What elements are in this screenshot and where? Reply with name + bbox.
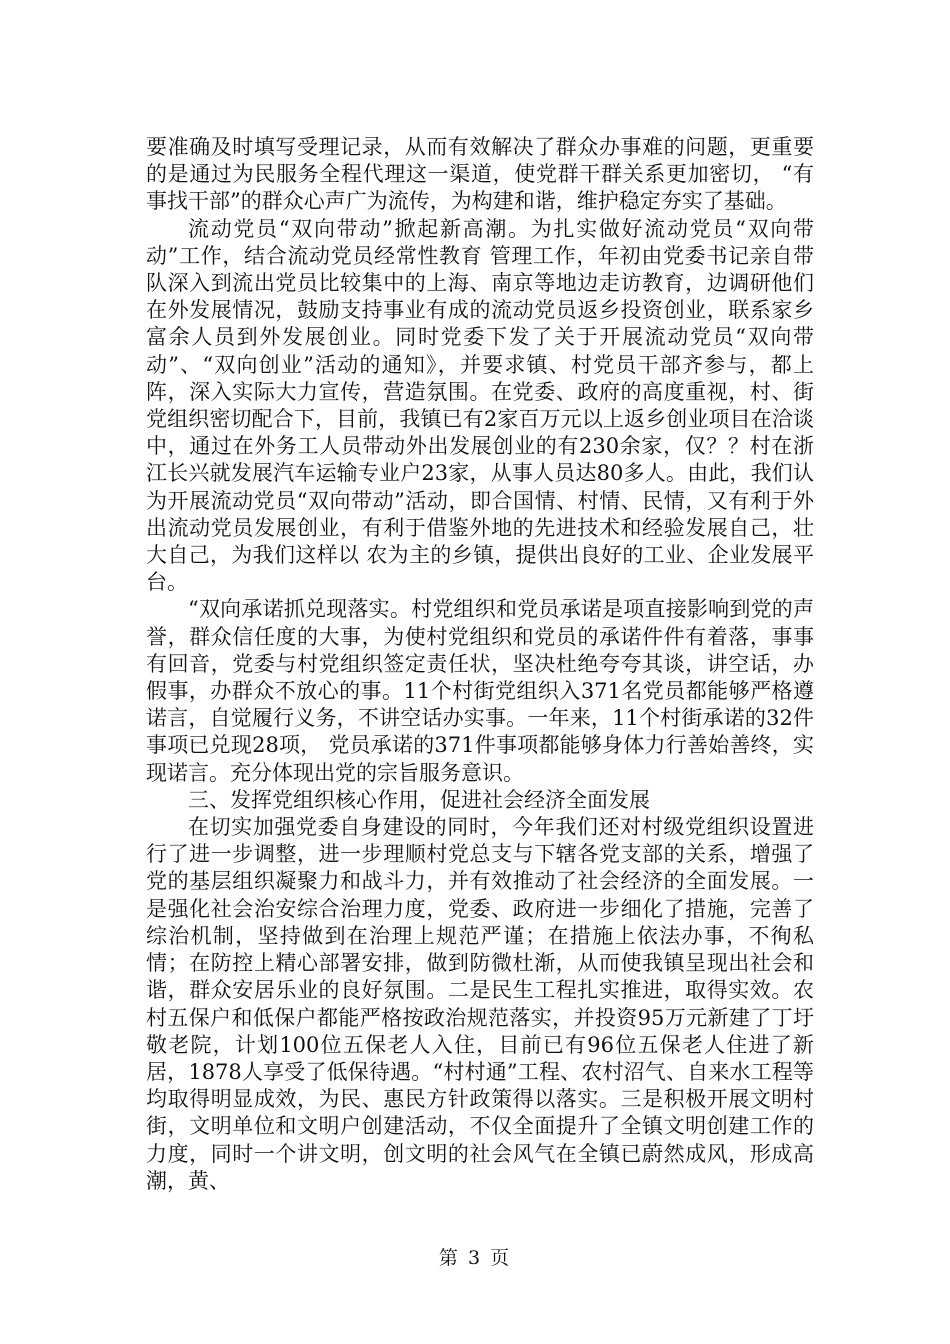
paragraph-1: 要准确及时填写受理记录，从而有效解决了群众办事难的问题，更重要的是通过为民服务全程代理这一渠道，使党群干群关系更加密切， “有事找干部”的群众心声广为流传，为构建和谐，维护稳定夯实了基础。: [146, 135, 814, 214]
paragraph-4: 在切实加强党委自身建设的同时，今年我们还对村级党组织设置进行了进一步调整，进一步理顺村党总支与下辖各党支部的关系，增强了党的基层组织凝聚力和战斗力，并有效推动了社会经济的全面发展。一是强化社会治安综合治理力度，党委、政府进一步细化了措施，完善了综治机制，坚持做到在治理上规范严谨；在措施上依法办事，不徇私情；在防控上精心部署安排，做到防微杜渐，从而使我镇呈现出社会和谐，群众安居乐业的良好氛围。二是民生工程扎实推进，取得实效。农村五保户和低保户都能严格按政治规范落实，并投资95万元新建了丁圩敬老院，计划100位五保老人入住，目前已有96位五保老人住进了新居，1878人享受了低保待遇。“村村通”工程、农村沼气、自来水工程等均取得明显成效，为民、惠民方针政策得以落实。三是积极开展文明村街，文明单位和文明户创建活动，不仅全面提升了全镇文明创建工作的力度，同时一个讲文明，创文明的社会风气在全镇已蔚然成风，形成高潮，黄、: [146, 815, 814, 1193]
paragraph-2: 流动党员“双向带动”掀起新高潮。为扎实做好流动党员“双向带动”工作，结合流动党员经常性教育 管理工作，年初由党委书记亲自带队深入到流出党员比较集中的上海、南京等地边走访教育，边调研他们在外发展情况，鼓励支持事业有成的流动党员返乡投资创业，联系家乡富余人员到外发展创业。同时党委下发了关于开展流动党员“双向带动”、“双向创业”活动的通知》，并要求镇、村党员干部齐参与，都上阵，深入实际大力宣传，营造氛围。在党委、政府的高度重视，村、街党组织密切配合下，目前，我镇已有2家百万元以上返乡创业项目在洽谈中，通过在外务工人员带动外出发展创业的有230余家，仅？？村在浙江长兴就发展汽车运输专业户23家，从事人员达80多人。由此，我们认为开展流动党员“双向带动”活动，即合国情、村情、民情，又有利于外出流动党员发展创业，有利于借鉴外地的先进技术和经验发展自己，壮大自己，为我们这样以 农为主的乡镇，提供出良好的工业、企业发展平台。: [146, 216, 814, 595]
section-heading: 三、发挥党组织核心作用，促进社会经济全面发展: [188, 787, 650, 812]
page-number: 第 3 页: [438, 1247, 512, 1269]
document-body: [146, 134, 814, 1195]
paragraph-3: “双向承诺抓兑现落实。村党组织和党员承诺是项直接影响到党的声誉，群众信任度的大事，为使村党组织和党员的承诺件件有着落，事事有回音，党委与村党组织签定责任状，坚决杜绝夸夸其谈，讲空话，办假事，办群众不放心的事。11个村街党组织入371名党员都能够严格遵诺言，自觉履行义务，不讲空话办实事。一年来，11个村街承诺的32件事项已兑现28项， 党员承诺的371件事项都能够身体力行善始善终，实现诺言。充分体现出党的宗旨服务意识。: [146, 597, 814, 785]
